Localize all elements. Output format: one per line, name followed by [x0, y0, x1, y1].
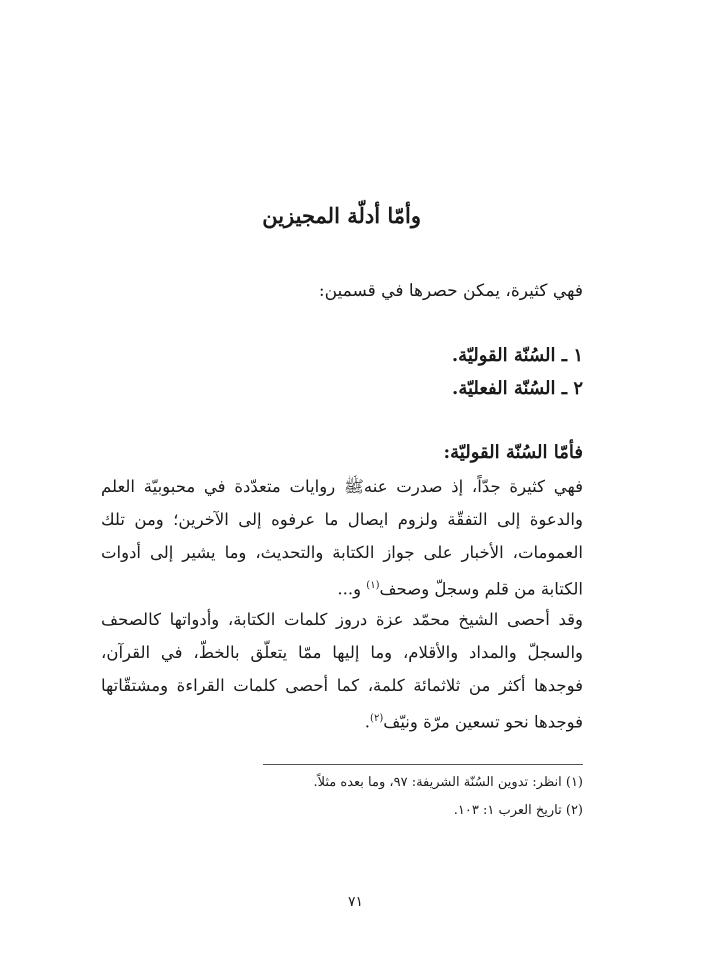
footnote-2: (٢) تاريخ العرب ١: ١٠٣.: [453, 803, 583, 818]
subsection-heading: فأمّا السُنّة القوليّة:: [443, 442, 583, 463]
list-item-practical-sunnah: ٢ ـ السُنّة الفعليّة.: [452, 378, 583, 399]
section-heading: وأمّا أدلّة المجيزين: [262, 203, 421, 228]
page-number: ٧١: [347, 894, 364, 910]
paragraph-darwaza-count: [101, 603, 583, 739]
intro-line: فهي كثيرة، يمكن حصرها في قسمين:: [318, 281, 583, 301]
paragraph-tail: .: [364, 712, 371, 732]
footnote-ref-2: (٢): [370, 713, 384, 724]
paragraph-tail: و...: [337, 579, 367, 599]
footnote-1: (١) انظر: تدوين السُنّة الشريفة: ٩٧، وما بعده مثلاً.: [313, 775, 583, 790]
list-item-verbal-sunnah: ١ ـ السُنّة القوليّة.: [451, 345, 583, 366]
paragraph-text: فهي كثيرة جدّاً، إذ صدرت عنهﷺ روايات متعدّدة في محبوبيّة العلم والدعوة إلى التفقّة ولزوم ايصال ما عرفوه إلى الآخرين؛ ومن تلك العمومات، الأخبار على جواز الكتابة والتحديث، وما يشير إلى أدوات الكتابة من قلم وسجلّ وصحف: [101, 477, 583, 599]
footnote-divider: [263, 764, 583, 765]
paragraph-verbal-sunnah: [101, 470, 583, 606]
footnote-ref-1: (١): [366, 580, 380, 591]
paragraph-text: وقد أحصى الشيخ محمّد عزة دروز كلمات الكتابة، وأدواتها كالصحف والسجلّ والمداد والأقلام، وما إليها ممّا يتعلّق بالخطّ، في القرآن، فوجدها أكثر من ثلاثمائة كلمة، كما أحصى كلمات القراءة ومشتقّاتها فوجدها نحو تسعين مرّة ونيّف: [101, 610, 583, 732]
